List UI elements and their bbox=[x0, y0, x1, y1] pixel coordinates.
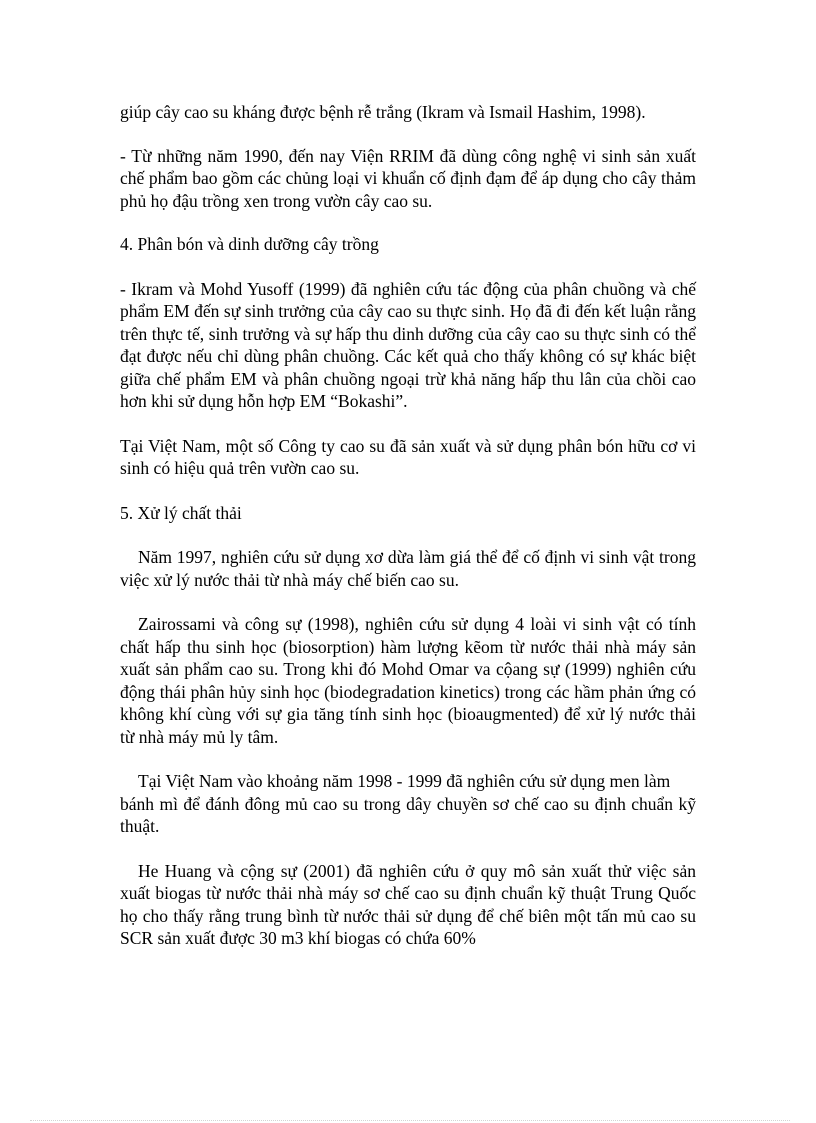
heading-fertilizer-nutrition: 4. Phân bón và dinh dưỡng cây trồng bbox=[120, 234, 379, 254]
paragraph-he-huang-biogas: He Huang và cộng sự (2001) đã nghiên cứu ở quy mô sản xuất thử việc sản xuất biogas từ nước thải nhà máy sơ chế cao su định chuẩn kỹ thuật Trung Quốc họ cho thấy rằng trung bình từ nước thải sử dụng để chế biên một tấn mủ cao su SCR sản xuất được 30 m3 khí biogas có chứa 60% bbox=[120, 860, 696, 948]
page-bottom-divider bbox=[30, 1120, 790, 1121]
paragraph-vietnam-yeast-1998: Tại Việt Nam vào khoảng năm 1998 - 1999 đã nghiên cứu sử dụng men làm bbox=[138, 771, 671, 791]
paragraph-vietnam-organic-fertilizer: Tại Việt Nam, một số Công ty cao su đã sản xuất và sử dụng phân bón hữu cơ vi sinh có hiệu quả trên vườn cao su. bbox=[120, 435, 696, 478]
document-body bbox=[120, 101, 696, 950]
paragraph-zairossami-biosorption: Zairossami và công sự (1998), nghiên cứu sử dụng 4 loài vi sinh vật có tính chất hấp thu sinh học (biosorption) hàm lượng kẽom từ nước thải nhà máy sản xuất sản phẩm cao su. Trong khi đó Mohd Omar va cộang sự (1999) nghiên cứu động thái phân hủy sinh học (biodegradation kinetics) trong các hầm phản ứng có không khí cùng với sự gia tăng tính sinh học (bioaugmented) để xử lý nước thải từ nhà máy mủ ly tâm. bbox=[120, 614, 696, 747]
paragraph-rubber-root-disease: giúp cây cao su kháng được bệnh rễ trắng (Ikram và Ismail Hashim, 1998). bbox=[120, 102, 646, 122]
paragraph-bread-yeast-coagulation: bánh mì để đánh đông mủ cao su trong dây chuyền sơ chế cao su định chuẩn kỹ thuật. bbox=[120, 793, 696, 836]
paragraph-coconut-fiber-1997: Năm 1997, nghiên cứu sử dụng xơ dừa làm giá thể để cố định vi sinh vật trong việc xử lý nước thải từ nhà máy chế biến cao su. bbox=[120, 547, 696, 590]
paragraph-rrim-microbial-technology: - Từ những năm 1990, đến nay Viện RRIM đã dùng công nghệ vi sinh sản xuất chế phẩm bao gồm các chủng loại vi khuẩn cố định đạm để áp dụng cho cây thảm phủ họ đậu trồng xen trong vườn cây cao su. bbox=[120, 145, 696, 211]
paragraph-ikram-yusoff-study: - Ikram và Mohd Yusoff (1999) đã nghiên cứu tác động của phân chuồng và chế phẩm EM đến sự sinh trưởng của cây cao su thực sinh. Họ đã đi đến kết luận rằng trên thực tế, sinh trưởng và sự hấp thu dinh dưỡng của cây cao su thực sinh có thể đạt được nếu chỉ dùng phân chuồng. Các kết quả cho thấy không có sự khác biệt giữa chế phẩm EM và phân chuồng ngoại trừ khả năng hấp thu lân của chồi cao hơn khi sử dụng hỗn hợp EM “Bokashi”. bbox=[120, 278, 696, 411]
heading-waste-treatment: 5. Xử lý chất thải bbox=[120, 502, 242, 523]
